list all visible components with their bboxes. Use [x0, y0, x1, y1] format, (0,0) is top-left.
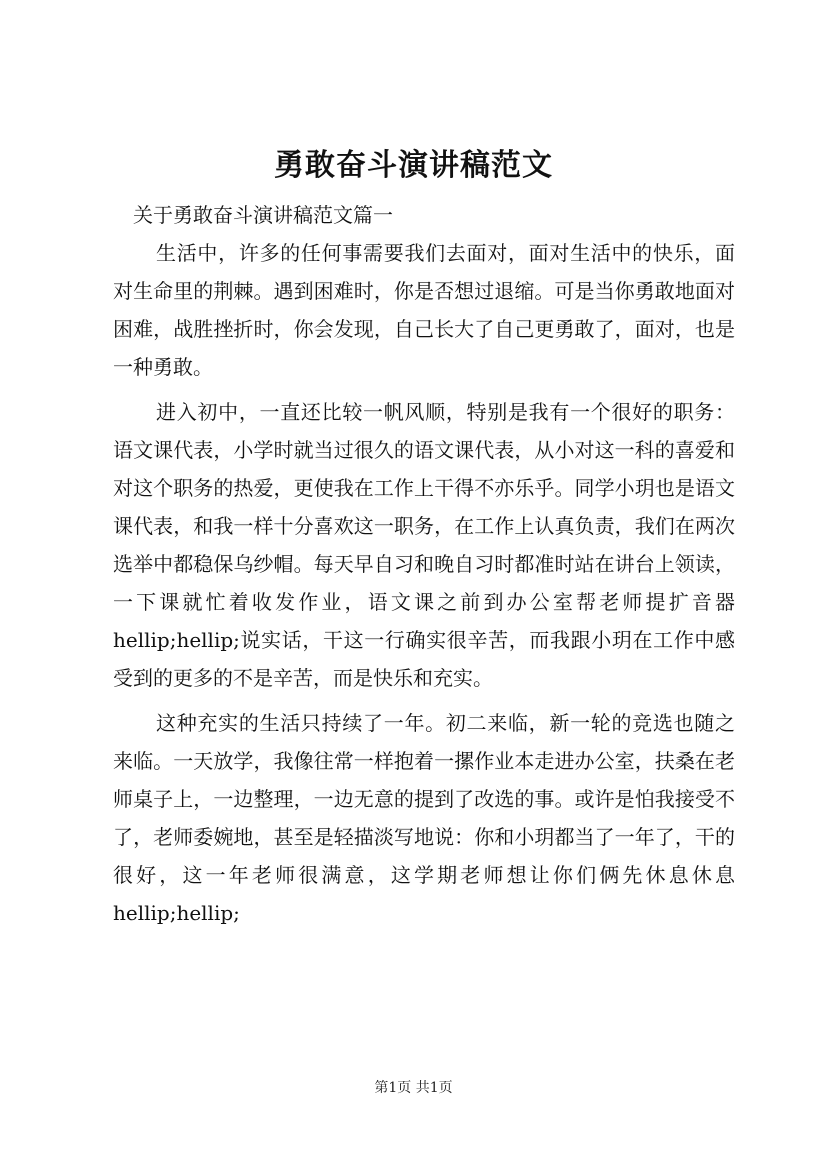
section-subheading: 关于勇敢奋斗演讲稿范文篇一	[133, 203, 393, 227]
page-footer: 第1页 共1页	[374, 1080, 453, 1096]
paragraph-1: 生活中，许多的任何事需要我们去面对，面对生活中的快乐，面对生命里的荆棘。遇到困难时，你是否想过退缩。可是当你勇敢地面对困难，战胜挫折时，你会发现，自己长大了自己更勇敢了，面对，也是一种勇敢。	[113, 241, 735, 379]
paragraph-2: 进入初中，一直还比较一帆风顺，特别是我有一个很好的职务：语文课代表，小学时就当过很久的语文课代表，从小对这一科的喜爱和对这个职务的热爱，更使我在工作上干得不亦乐乎。同学小玥也是语文课代表，和我一样十分喜欢这一职务，在工作上认真负责，我们在两次选举中都稳保乌纱帽。每天早自习和晚自习时都准时站在讲台上领读，一下课就忙着收发作业，语文课之前到办公室帮老师提扩音器 hellip;hellip;说实话，干这一行确实很辛苦，而我跟小玥在工作中感受到的更多的不是辛苦，而是快乐和充实。	[113, 400, 735, 690]
document-title: 勇敢奋斗演讲稿范文	[274, 148, 553, 183]
paragraph-3: 这种充实的生活只持续了一年。初二来临，新一轮的竞选也随之来临。一天放学，我像往常一样抱着一摞作业本走进办公室，扶桑在老师桌子上，一边整理，一边无意的提到了改选的事。或许是怕我接受不了，老师委婉地，甚至是轻描淡写地说：你和小玥都当了一年了，干的很好，这一年老师很满意，这学期老师想让你们俩先休息休息 hellip;hellip;	[113, 711, 735, 925]
document-body	[113, 196, 735, 932]
